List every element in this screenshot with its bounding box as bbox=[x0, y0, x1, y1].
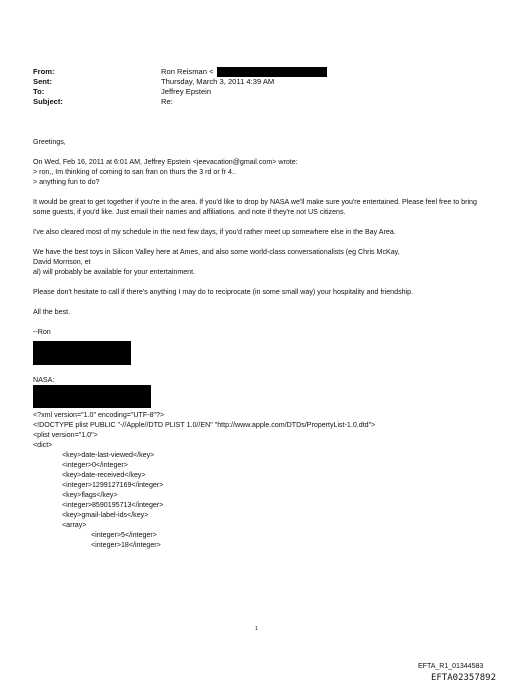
quote-line: > anything fun to do? bbox=[33, 178, 100, 186]
quoted-message bbox=[33, 157, 483, 187]
redaction-signature-block bbox=[33, 341, 131, 365]
xml-line: <integer>1299127169</integer> bbox=[62, 481, 164, 489]
redaction-from-email bbox=[217, 67, 327, 77]
xml-line: <?xml version="1.0" encoding="UTF-8"?> bbox=[33, 411, 165, 419]
xml-line: <dict> bbox=[33, 441, 53, 449]
from-name: Ron Reisman < bbox=[161, 67, 214, 76]
to-row bbox=[33, 87, 327, 97]
ames-line: We have the best toys in Silicon Valley here at Ames, and also some world-class conversationalists (eg Chris McKay, bbox=[33, 248, 400, 256]
paragraph-reciprocate: Please don't hesitate to call if there's anything I may do to reciprocate (in some small way) your hospitality and friendship. bbox=[33, 288, 414, 296]
ames-line: al) will probably be available for your entertainment. bbox=[33, 268, 196, 276]
xml-line: <key>flags</key> bbox=[62, 491, 118, 499]
subject-label: Subject: bbox=[33, 97, 63, 106]
sent-value: Thursday, March 3, 2011 4:39 AM bbox=[161, 77, 275, 86]
ames-line: David Morrison, et bbox=[33, 258, 91, 266]
subject-row bbox=[33, 97, 327, 107]
xml-plist-block bbox=[33, 410, 483, 550]
closing: All the best. bbox=[33, 308, 71, 316]
paragraph-schedule: I've also cleared most of my schedule in the next few days, if you'd rather meet up somewhere else in the Bay Area. bbox=[33, 228, 396, 236]
xml-line: <integer>8590195713</integer> bbox=[62, 501, 164, 509]
xml-line: <array> bbox=[62, 521, 87, 529]
xml-line: <key>date-received</key> bbox=[62, 471, 146, 479]
xml-line: <integer>18</integer> bbox=[91, 541, 161, 549]
quote-line: On Wed, Feb 16, 2011 at 6:01 AM, Jeffrey Epstein <jeevacation@gmail.com> wrote: bbox=[33, 158, 298, 166]
paragraph-invite: It would be great to get together if you're in the area. If you'd like to drop by NASA we'll make sure you're entertained. Please feel free to bring some guests, if you'd like. Just email their names and affiliations. and note if they're not US citizens. bbox=[33, 198, 477, 216]
sent-row bbox=[33, 77, 327, 87]
signature: --Ron bbox=[33, 328, 51, 336]
to-value: Jeffrey Epstein bbox=[161, 87, 212, 96]
xml-line: <key>gmail-label-ids</key> bbox=[62, 511, 149, 519]
xml-line: <integer>0</integer> bbox=[62, 461, 128, 469]
nasa-label: NASA: bbox=[33, 376, 55, 384]
from-label: From: bbox=[33, 67, 55, 76]
bates-id-primary: EFTA_R1_01344583 bbox=[418, 663, 484, 670]
greeting: Greetings, bbox=[33, 138, 66, 146]
subject-value: Re: bbox=[161, 97, 173, 106]
email-header bbox=[33, 67, 327, 107]
page-number: 1 bbox=[255, 626, 259, 632]
bates-id-secondary: EFTA02357892 bbox=[431, 673, 497, 683]
xml-line: <key>date-last-viewed</key> bbox=[62, 451, 155, 459]
redaction-nasa-block bbox=[33, 385, 151, 408]
xml-line: <integer>5</integer> bbox=[91, 531, 157, 539]
xml-line: <!DOCTYPE plist PUBLIC "-//Apple//DTD PLIST 1.0//EN" "http://www.apple.com/DTDs/PropertyList-1.0.dtd"> bbox=[33, 421, 376, 429]
quote-line: > ron,, Im thinking of coming to san fran on thurs the 3 rd or fr 4.. bbox=[33, 168, 236, 176]
xml-line: <plist version="1.0"> bbox=[33, 431, 98, 439]
to-label: To: bbox=[33, 87, 45, 96]
email-body bbox=[33, 137, 483, 550]
paragraph-ames bbox=[33, 247, 483, 277]
sent-label: Sent: bbox=[33, 77, 52, 86]
from-value bbox=[161, 67, 327, 77]
from-row bbox=[33, 67, 327, 77]
